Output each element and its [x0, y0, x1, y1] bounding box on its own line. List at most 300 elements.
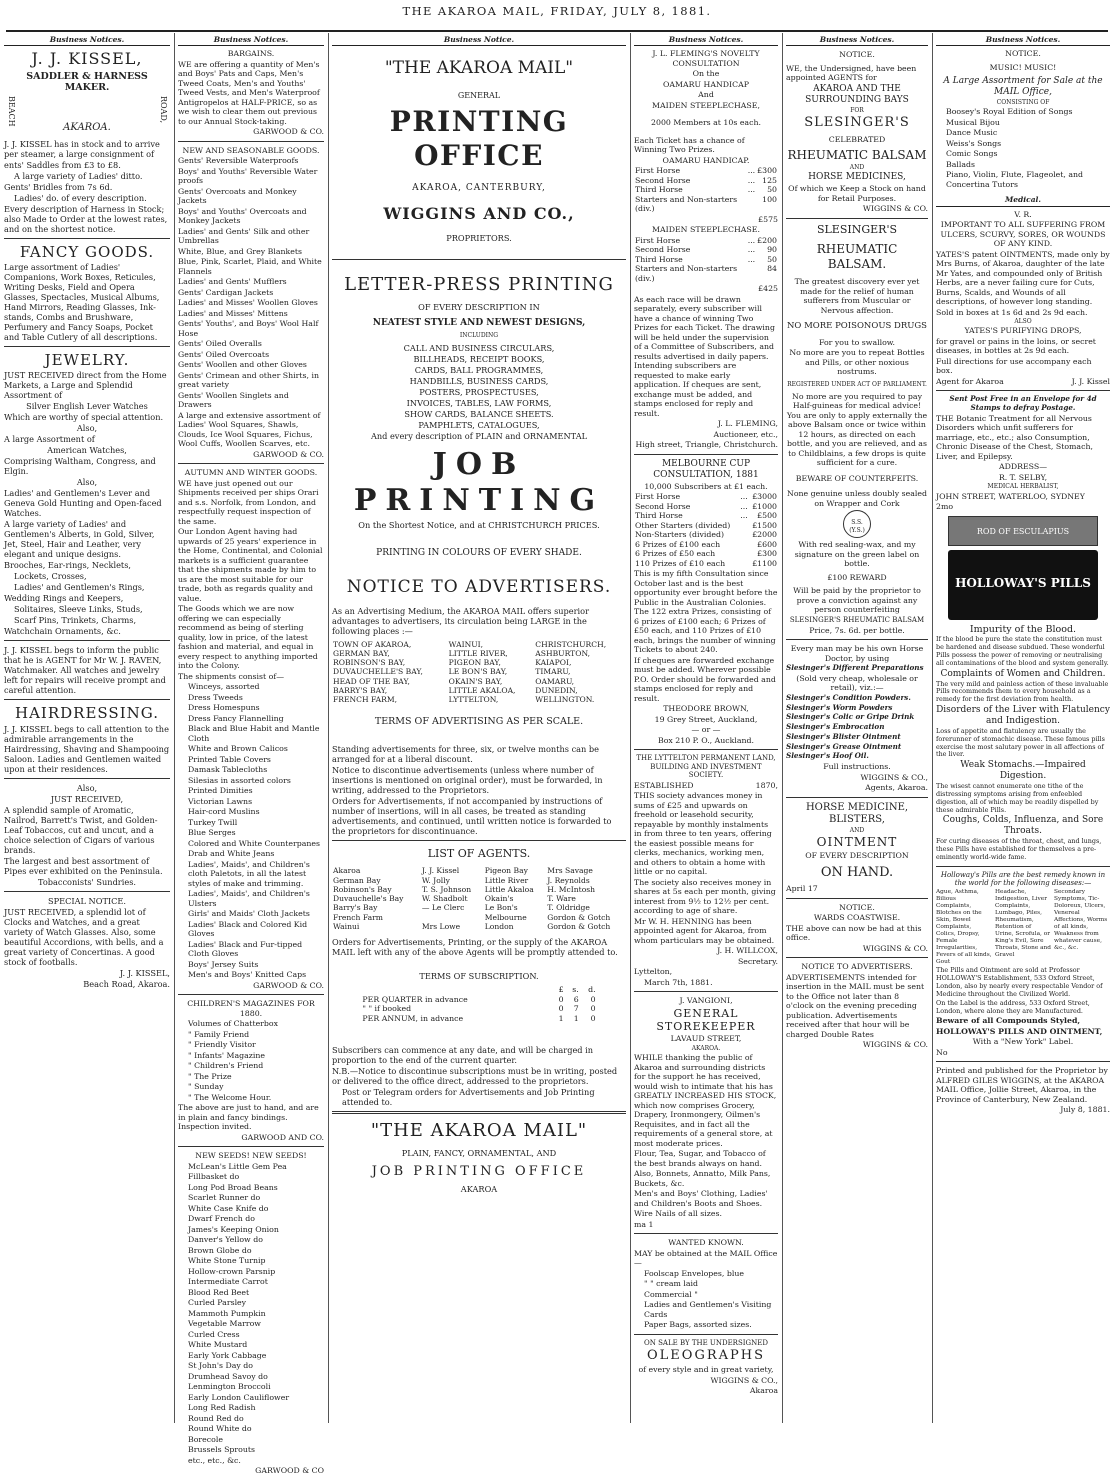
column-header: Business Notices.	[634, 35, 778, 46]
list-item: Gents' Overcoats and Monkey Jackets	[178, 186, 297, 206]
text: Disorders of the Liver with Flatulency and Indigestion.	[936, 704, 1110, 726]
lyttelton-title: THE LYTTELTON PERMANENT LAND, BUILDING AND INVESTMENT SOCIETY.	[636, 754, 776, 780]
divider	[786, 218, 928, 219]
text: No more are you to repeat Bottles and Pills, or other noxious nostrums.	[789, 348, 925, 377]
places-table	[332, 640, 626, 705]
list-item: Brussels Sprouts	[188, 1445, 255, 1455]
text: The shipments consist of—	[178, 671, 285, 681]
divider	[786, 797, 928, 798]
table-cell: 125	[762, 175, 777, 185]
table-row	[361, 995, 596, 1005]
table-cell: KAIAPOI,	[535, 658, 572, 668]
road-label: ROAD,	[159, 95, 168, 123]
music-list	[936, 107, 1110, 189]
table-row	[634, 245, 778, 255]
text: Beware of all Compounds Styled,	[936, 1016, 1081, 1026]
masthead: THE AKAROA MAIL, FRIDAY, JULY 8, 1881.	[402, 4, 712, 18]
fancy-goods-title: FANCY GOODS.	[19, 242, 155, 261]
list-item: Borecole	[188, 1434, 223, 1444]
text: ADDRESS—	[998, 462, 1048, 472]
text: ALSO	[1014, 318, 1032, 326]
text: March 7th, 1881.	[644, 977, 713, 987]
text: PLAIN, FANCY, ORNAMENTAL, AND	[401, 1147, 557, 1158]
text: GARWOOD & CO.	[253, 980, 324, 990]
table-cell: £300	[757, 549, 777, 559]
text: Ladies' and Gentlemen's Lever and Geneva Gold Hunting and Open-faced Watches.	[4, 488, 162, 519]
text: Box 210 P. O., Auckland.	[657, 735, 755, 745]
list-item: Printed Table Covers	[188, 754, 271, 764]
table-cell: First Horse	[635, 492, 681, 502]
text: AKAROA	[460, 1183, 498, 1194]
text: HOLLOWAY'S PILLS AND OINTMENT,	[936, 1026, 1103, 1036]
music-title: MUSIC! MUSIC!	[989, 62, 1057, 72]
text: 2mo	[936, 502, 954, 512]
notice-advertisers-title: NOTICE TO ADVERTISERS.	[346, 576, 612, 597]
text: J. L. FLEMING,	[717, 419, 778, 429]
list-item: Blood Red Beet	[188, 1287, 250, 1297]
list-item: INVOICES, TABLES, LAW FORMS,	[406, 397, 552, 408]
column-header: Business Notices.	[786, 35, 928, 46]
table-cell: HEAD OF THE BAY,	[333, 676, 410, 686]
seeds-list	[178, 1162, 324, 1466]
column-3	[328, 35, 630, 1423]
remedy-columns	[936, 889, 1110, 967]
table-cell: £500	[757, 511, 777, 521]
table-cell: Wainui	[333, 921, 360, 931]
list-item: " Infants' Magazine	[188, 1050, 265, 1060]
text: Auctioneer, etc.,	[713, 429, 778, 439]
text: J. J. KISSEL begs to call attention to the admirable arrangements in the Hairdressing, Shaving and Shampooing Saloon. Ladies and Gentlemen waited upon at their residences.	[4, 723, 170, 774]
text: GARWOOD & CO.	[253, 127, 324, 137]
text: OAMARU HANDICAP	[663, 79, 749, 89]
table-cell: TIMARU,	[535, 667, 571, 677]
list-item: Comic Songs	[946, 149, 998, 159]
table-row	[332, 640, 626, 649]
table-cell: Third Horse	[635, 254, 683, 264]
text: MEDICAL HERBALIST,	[987, 483, 1059, 491]
text: BEWARE OF COUNTERFEITS.	[795, 473, 919, 483]
text: Every description of Harness in Stock; also Made to Order at the lowest rates, and on the shortest notice.	[4, 203, 168, 234]
est-year: 1870,	[755, 780, 778, 790]
agents-title: LIST OF AGENTS.	[427, 846, 531, 860]
text: OAMARU HANDICAP.	[662, 155, 750, 165]
list-item: McLean's Little Gem Pea	[188, 1161, 287, 1171]
column-6	[932, 35, 1114, 1423]
table-cell: OAMARU,	[535, 676, 575, 686]
list-item: Gents' Youths', and Boys' Wool Half Hose	[178, 319, 319, 338]
text: Wire Nails of all sizes.	[634, 1209, 722, 1219]
table-cell: Starters and Non-starters (div.)	[635, 194, 738, 214]
agents-table	[332, 866, 626, 931]
table-row	[332, 677, 626, 686]
holloways-pills-banner: HOLLOWAY'S PILLS	[948, 550, 1098, 620]
table-row	[332, 695, 626, 704]
text: A splendid sample of Aromatic, Nailrod, Barrett's Twist, and Golden-Leaf Tobaccos, cut and uncut, and a choice selection of Cigars of various brands.	[4, 804, 158, 855]
table-cell: ...	[740, 501, 748, 511]
special-notice-title: SPECIAL NOTICE.	[48, 895, 126, 906]
text: Subscribers can commence at any date, and will be charged in proportion to the end of the current quarter.	[332, 1045, 594, 1066]
text: April 17	[786, 884, 818, 894]
table-cell: J. Reynolds	[547, 875, 590, 885]
text: " " cream laid	[644, 1279, 698, 1289]
table-cell: Second Horse	[635, 501, 691, 511]
list-item: Brown Globe do	[188, 1245, 252, 1255]
on-hand-title: ON HAND.	[820, 864, 894, 880]
rheumatic-title: RHEUMATIC BALSAM.	[816, 242, 898, 271]
text: WE have just opened out our Shipments received per ships Orari and s.s. Norfolk, from London, and respectfully request inspection of the same.	[178, 478, 319, 526]
text: Scarf Pins, Trinkets, Charms,	[14, 615, 137, 626]
text: High street, Triangle, Christchurch.	[635, 440, 778, 450]
text: — or —	[691, 725, 721, 735]
list-item: Dress Fancy Flannelling	[188, 713, 284, 723]
list-item: Colored and White Counterpanes	[188, 838, 321, 848]
text: The above are just to hand, and are in plain and fancy bindings. Inspection invited.	[178, 1103, 319, 1132]
table-cell: £300	[757, 166, 777, 176]
table-cell: First Horse	[635, 235, 681, 245]
text: This is my fifth Consultation since October last and is the best opportunity ever brought before the Public in the Australian Colonies. The 122 extra Prizes, consisting of 6 prizes of £100 each; 6 Prizes of £50 each, and 110 Prizes of £10 each, brings the number of winning Tickets to about 240.	[634, 569, 778, 655]
text: Standing advertisements for three, six, or twelve months can be arranged for at a liberal discount.	[332, 743, 600, 764]
text: Ladies' and Gentlemen's Rings,	[14, 582, 145, 593]
table-cell: 1	[573, 1013, 579, 1023]
table-cell: Non-Starters (divided)	[635, 530, 725, 540]
text: Beach Road, Akaroa.	[83, 978, 170, 989]
list-item: CARDS, BALL PROGRAMMES,	[414, 364, 544, 375]
list-item: Gents' Cardigan Jackets	[178, 287, 274, 297]
job-office-title: JOB PRINTING OFFICE	[371, 1163, 587, 1179]
list-item: Ladies' Black and Fur-tipped Cloth Gloves	[188, 939, 303, 959]
divider	[634, 991, 778, 992]
list-item: Slesinger's Blister Ointment	[786, 731, 901, 741]
divider	[178, 1146, 324, 1147]
table-cell: " " if booked	[362, 1004, 412, 1014]
list-item: Ladies', Maids', and Children's cloth Paletots, in all the latest styles of make and trimming.	[188, 859, 310, 888]
melbourne-title: MELBOURNE CUP CONSULTATION, 1881	[653, 458, 759, 480]
remedy-column: Headache, Indigestion, Liver Complaints, Lumbago, Piles, Rheumatism, Retention of Urine, Scrofula, or King's Evil, Sore Throats, Stone and Gravel	[995, 888, 1052, 959]
table-cell: Mrs Lowe	[421, 921, 461, 931]
text: Large assortment of Ladies' Companions, Work Boxes, Reticules, Writing Desks, Field and Opera Glasses, Spectacles, Musical Albums, Hand Mirrors, Reading Glasses, Ink-stands, Combs and Brushware, Perfumery and Fancy Soaps, Pocket and Table Cutlery of all descriptions.	[4, 262, 160, 343]
printing-list	[332, 343, 626, 441]
column-4	[630, 35, 782, 1423]
divider	[4, 699, 170, 700]
table-row	[634, 559, 778, 569]
list-item: Slesinger's Grease Ointment	[786, 741, 902, 751]
divider	[634, 1334, 778, 1335]
table-cell: Other Starters (divided)	[635, 520, 731, 530]
oleographs-title: OLEOGRAPHS	[647, 1348, 765, 1364]
list-item: Gents' Crimean and other Shirts, in great variety	[178, 370, 319, 390]
table-cell: 1	[558, 1013, 564, 1023]
text: A Large Assortment for Sale at the MAIL Office,	[943, 76, 1103, 98]
table-cell: 0	[590, 1004, 596, 1014]
list-item: " Children's Friend	[188, 1061, 264, 1071]
text: Comprising Waltham, Congress, and Elgin.	[4, 456, 156, 477]
letterpress-title: LETTER-PRESS PRINTING	[344, 274, 614, 296]
table-cell: DUVAUCHELLE'S BAY,	[333, 667, 423, 677]
text: Post or Telegram orders for Advertisements and Job Printing attended to.	[342, 1087, 595, 1108]
text: Lockets, Crosses,	[14, 571, 87, 582]
text: £575	[758, 214, 778, 224]
text	[936, 377, 1110, 387]
table-cell: PER ANNUM, in advance	[362, 1013, 464, 1023]
list-item: Hair-cord Muslins	[188, 807, 260, 817]
list-item: Ladies', Maids', and Children's Ulsters	[188, 889, 310, 908]
table-cell: ...	[747, 235, 756, 245]
text: AKAROA.	[691, 1044, 721, 1052]
divider	[936, 866, 1110, 867]
text: R. T. SELBY,	[998, 472, 1048, 482]
table-cell: 110 Prizes of £10 each	[635, 558, 726, 568]
text: J. J. KISSEL,	[119, 967, 170, 978]
est-label: ESTABLISHED	[634, 780, 694, 790]
list-item: " Family Friend	[188, 1029, 250, 1039]
text: Each Ticket has a chance of Winning Two Prizes.	[634, 135, 745, 155]
text: OF EVERY DESCRIPTION	[805, 851, 909, 861]
table-row	[332, 866, 626, 875]
agent-label: Agent for Akaroa	[936, 376, 1004, 386]
table-cell: Akaroa	[333, 866, 361, 876]
table-cell: 6	[573, 994, 579, 1004]
list-item: Gents' Woollen and other Gloves	[178, 360, 307, 370]
table-row	[634, 176, 778, 186]
rheumatic-title: RHEUMATIC BALSAM	[787, 148, 927, 163]
text: The very mild and painless action of these invaluable Pills recommends them to every household as a remedy for the first deviation from health.	[936, 679, 1109, 704]
table-cell: WAINUI,	[448, 639, 484, 649]
text: The largest and best assortment of Pipes ever exhibited on the Peninsula.	[4, 855, 163, 876]
table-cell: T. S. Johnson	[421, 884, 472, 894]
column-header: Business Notice.	[332, 35, 626, 46]
subscription-title: TERMS OF SUBSCRIPTION.	[419, 971, 539, 982]
table-cell: ...	[747, 254, 756, 264]
bargains-title: BARGAINS.	[227, 49, 275, 59]
slesinger-title: SLESINGER'S	[804, 114, 910, 130]
table-cell	[739, 549, 749, 559]
text: J. VANGIONI,	[679, 996, 733, 1006]
table-cell: Pigeon Bay	[484, 866, 528, 876]
table-cell: DUNEDIN,	[535, 685, 578, 695]
table-row	[332, 903, 626, 912]
table-cell: Robinson's Bay	[333, 884, 392, 894]
list-item: Weiss's Songs	[946, 138, 1002, 148]
list-item: Mammoth Pumpkin	[188, 1308, 266, 1318]
list-item: Blue, Pink, Scarlet, Plaid, and White Flannels	[178, 257, 322, 276]
table-row	[634, 530, 778, 540]
table-cell	[739, 559, 749, 569]
table-row	[634, 502, 778, 512]
text: Also, Bonnets, Annatto, Milk Pans, Buckets, &c.	[634, 1169, 771, 1188]
rod-of-esculapius-emblem: ROD OF ESCULAPIUS	[948, 516, 1098, 546]
horse-medicine-title: HORSE MEDICINE, BLISTERS,	[805, 801, 909, 825]
table-cell: 0	[590, 994, 596, 1004]
table-cell: PIGEON BAY,	[448, 658, 501, 668]
text: INCLUDING	[459, 332, 499, 340]
text: (Sold very cheap, wholesale or retail), viz.:—	[796, 673, 918, 693]
text: Impurity of the Blood.	[969, 623, 1077, 635]
table-cell: Little Akaloa	[484, 884, 534, 894]
list-item: Boys' Jersey Suits	[188, 959, 259, 969]
table-cell	[747, 195, 756, 214]
text: ents' Saddles from £3 to £8.	[4, 159, 121, 170]
text: OF EVERY DESCRIPTION IN	[418, 302, 540, 313]
list-item: Round Red do	[188, 1413, 244, 1423]
list-item: Winceys, assorted	[188, 682, 260, 692]
column-1	[0, 35, 174, 1423]
table-row	[361, 985, 596, 995]
table-row	[332, 894, 626, 903]
table-row	[332, 876, 626, 885]
table-row	[332, 649, 626, 658]
seeds-title: NEW SEEDS! NEW SEEDS!	[195, 1151, 307, 1161]
table-cell	[747, 264, 756, 283]
text: AKAROA, CANTERBURY,	[412, 182, 546, 193]
table-cell: Third Horse	[635, 185, 683, 195]
list-item: Musical Bijou	[946, 117, 1000, 127]
list-item: Gents' Oiled Overalls	[178, 339, 262, 349]
divider	[4, 640, 170, 641]
table-row	[332, 667, 626, 676]
text: Sent Post Free in an Envelope for 4d Stamps to defray Postage.	[949, 394, 1097, 413]
text: With red sealing-wax, and my signature on the green label on bottle.	[794, 540, 920, 569]
table-cell: 100	[762, 194, 777, 204]
list-item: " Sunday	[188, 1082, 224, 1092]
text: NEATEST STYLE AND NEWEST DESIGNS,	[372, 318, 586, 329]
list-item: White, Blue, and Grey Blankets	[178, 246, 303, 256]
text: JOHN STREET, WATERLOO, SYDNEY	[936, 491, 1085, 501]
list-item: Danver's Yellow do	[188, 1235, 263, 1245]
list-item: Slesinger's Hoof Oil.	[786, 751, 869, 761]
divider	[786, 957, 928, 958]
text: YATES'S patent OINTMENTS, made only by Mrs Burns, of Akaroa, daughter of the late Mr Yates, and compounded only of British Herbs, are a never failing cure for Cuts, Burns, Scalds, and Wounds of all descriptions, of however long standing.	[936, 249, 1110, 307]
oamaru-prizes	[634, 166, 778, 214]
text: WIGGINS & CO.,	[860, 772, 928, 782]
text: Loss of appetite and flatulency are usually the forerunner of stomachic disease. These famous pills exercise the most salutary power in all affections of the liver.	[936, 726, 1105, 759]
divider	[4, 778, 170, 779]
text: Commercial "	[644, 1289, 698, 1299]
text: HORSE MEDICINES,	[808, 172, 906, 183]
text: A large Assortment of	[4, 434, 95, 445]
text: WIGGINS & CO.,	[710, 1375, 778, 1385]
table-cell	[421, 913, 484, 922]
text: For you to swallow.	[818, 337, 896, 347]
table-cell: 50	[767, 185, 777, 195]
table-cell: Duvauchelle's Bay	[333, 894, 404, 904]
list-item: Damask Tablecloths	[188, 765, 268, 775]
table-cell: CHRISTCHURCH,	[535, 639, 607, 649]
text: 19 Grey Street, Auckland,	[654, 714, 758, 724]
list-item: James's Keeping Onion	[188, 1224, 279, 1234]
text: Weak Stomachs.—Impaired Digestion.	[960, 760, 1086, 782]
mail-title-2: "THE AKAROA MAIL"	[370, 1120, 588, 1142]
remedy-column: Secondary Symptoms, Tic-Doloreux, Ulcers, Venereal Affections, Worms of all kinds, Weakness from whatever cause, &c., &c.	[1054, 888, 1108, 952]
table-cell: J. J. Kissel	[421, 866, 460, 876]
table-cell: £2000	[752, 530, 777, 540]
table-cell: Mrs Savage	[547, 866, 593, 876]
table-row	[634, 511, 778, 521]
text: Complaints of Women and Children.	[940, 668, 1106, 679]
list-item: " The Welcome Hour.	[188, 1092, 272, 1102]
table-cell: Starters and Non-starters (div.)	[635, 264, 738, 283]
text: If cheques are forwarded exchange must be added. Wherever possible P.O. Order should be forwarded and stamps enclosed for reply and result.	[634, 655, 776, 703]
divider	[4, 891, 170, 892]
table-cell: £200	[757, 235, 777, 245]
text: Flour, Tea, Sugar, and Tobacco of the best brands always on hand.	[634, 1149, 766, 1168]
text: The Pills and Ointment are sold at Professor HOLLOWAY'S Establishment, 533 Oxford Street, London, also by nearly every respectable Vendor of Medicine throughout the Civilized World.	[936, 966, 1103, 998]
text: J. H. WILLCOX,	[717, 946, 778, 956]
saddler-title: SADDLER & HARNESS MAKER.	[26, 70, 148, 94]
column-header: Business Notices.	[936, 35, 1110, 46]
text: Mr W. H. HENNING has been appointed agent for Akaroa, from whom particulars may be obtained.	[634, 916, 775, 945]
list-item: CALL AND BUSINESS CIRCULARS,	[403, 342, 555, 353]
table-cell: T. Ware	[547, 894, 576, 904]
text: WIGGINS & CO.	[862, 943, 928, 953]
list-item: Blue Serges	[188, 828, 236, 838]
text: Ladies' do. of every description.	[14, 192, 147, 203]
text	[634, 781, 778, 791]
list-item: Drumhead Savoy do	[188, 1371, 268, 1381]
column-2	[174, 35, 328, 1476]
list-item: " Friendly Visitor	[188, 1040, 256, 1050]
text: Will be paid by the proprietor to prove a conviction against any person counterfeiting	[793, 586, 921, 615]
table-cell: W. Jolly	[421, 875, 450, 885]
divider	[178, 994, 324, 995]
list-item: Ladies' and Misses' Mittens	[178, 308, 288, 318]
table-row	[634, 540, 778, 550]
agent-name: J. J. Kissel	[1071, 376, 1110, 386]
table-header: £	[558, 985, 564, 995]
fleming-title: J. L. FLEMING'S NOVELTY CONSULTATION	[652, 49, 760, 68]
list-item: Printed Dimities	[188, 786, 253, 796]
list-item: Curled Cress	[188, 1329, 240, 1339]
table-cell: LITTLE RIVER,	[448, 648, 508, 658]
text: JUST RECEIVED,	[50, 793, 124, 804]
list-item: Boys' and Youths' Reversible Water proofs	[178, 166, 318, 186]
list-item: PAMPHLETS, CATALOGUES,	[418, 419, 540, 430]
divider	[332, 1111, 626, 1114]
table-cell: £3000	[752, 492, 777, 502]
list-item: Dress Tweeds	[188, 692, 243, 702]
new-goods-title: NEW AND SEASONABLE GOODS.	[182, 145, 320, 155]
text: THEODORE BROWN,	[663, 704, 749, 714]
text: Of which we Keep a Stock on hand for Retail Purposes.	[788, 184, 926, 203]
text: Gents' Bridles from 7s 6d.	[4, 181, 113, 192]
list-item: Ladies' Black and Colored Kid Gloves	[188, 919, 308, 939]
table-row	[634, 264, 778, 283]
list-item: Gents' Woollen Singlets and Drawers	[178, 390, 289, 410]
text: Price, 7s. 6d. per bottle.	[809, 625, 905, 635]
divider	[634, 1233, 778, 1234]
text: AND	[849, 163, 865, 171]
table-row	[332, 658, 626, 667]
text: No	[936, 1047, 948, 1057]
list-item: Intermediate Carrot	[188, 1277, 268, 1287]
table-cell: Gordon & Gotch	[547, 912, 611, 922]
list-item: Ballads	[946, 159, 976, 169]
table-cell: 84	[767, 264, 777, 274]
list-item: Curled Parsley	[188, 1298, 247, 1308]
akaroa-label: AKAROA.	[63, 121, 111, 133]
list-item: White Case Knife do	[188, 1203, 269, 1213]
text: ADVERTISEMENTS intended for insertion in the MAIL must be sent to the Office not later than 8 o'clock on the evening preceding publication. Advertisements received after that hour will be charged Double Rates	[786, 972, 925, 1039]
table-cell: — Le Clerc	[421, 903, 465, 913]
text: American Watches,	[47, 445, 127, 456]
column-header: Business Notices.	[4, 35, 170, 46]
text: If the blood be pure the state the constitution must be hardened and disease subdued. These wonderful Pills possess the power of removing or neutralising all contaminations of the blood and system generally.	[936, 635, 1109, 667]
medical-header: Medical.	[936, 195, 1110, 206]
divider	[786, 898, 928, 899]
text: On the Label is the address, 533 Oxford Street, London, where alone they are Manufactured.	[936, 998, 1090, 1015]
table-cell: £600	[757, 539, 777, 549]
text: for gravel or pains in the loins, or secret diseases, in bottles at 2s 9d each.	[936, 336, 1096, 356]
table-cell: H. McIntosh	[547, 884, 596, 894]
